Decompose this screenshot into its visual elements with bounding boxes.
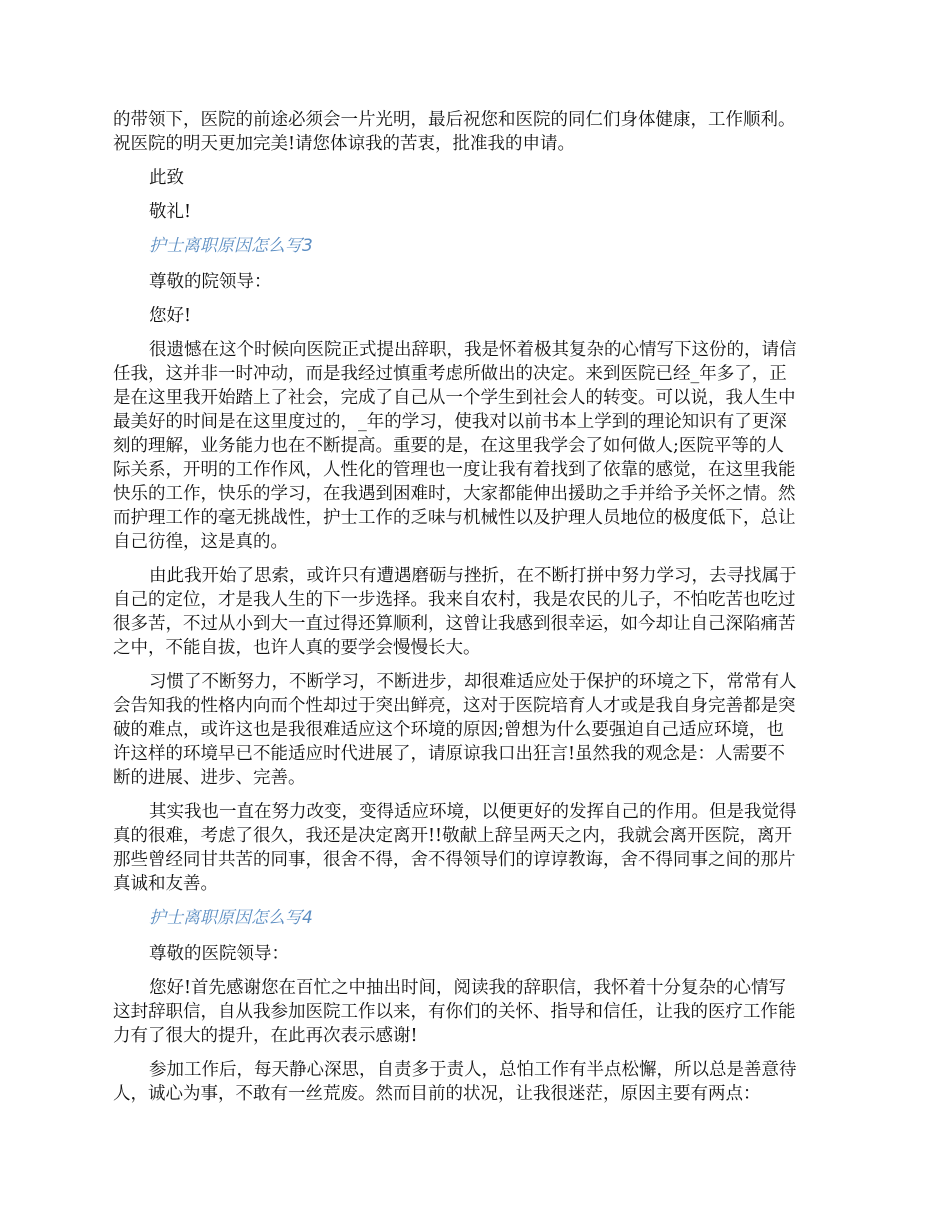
text-line: 很多苦，不过从小到大一直过得还算顺利，这曾让我感到很幸运，如今却让自己深陷痛苦 <box>113 614 796 634</box>
text-line: 刻的理解，业务能力也在不断提高。重要的是，在这里我学会了如何做人;医院平等的人 <box>113 436 784 456</box>
text-line: 力有了很大的提升，在此再次表示感谢! <box>113 1026 418 1046</box>
text-line: 人，诚心为事，不敢有一丝荒废。然而目前的状况，让我很迷茫，原因主要有两点： <box>113 1084 761 1104</box>
short-line: 此致 <box>149 168 184 188</box>
paragraph <box>113 800 838 896</box>
text-line: 而护理工作的毫无挑战性，护士工作的乏味与机械性以及护理人员地位的极度低下，总让 <box>113 508 796 528</box>
paragraph <box>113 1058 838 1106</box>
text-line: 其实我也一直在努力改变，变得适应环境，以便更好的发挥自己的作用。但是我觉得 <box>149 802 797 822</box>
text-line: 任我，这并非一时冲动，而是我经过慎重考虑所做出的决定。来到医院已经_年多了，正 <box>113 364 787 384</box>
text-line: 很遗憾在这个时候向医院正式提出辞职，我是怀着极其复杂的心情写下这份的，请信 <box>149 340 797 360</box>
text-line: 真的很难，考虑了很久，我还是决定离开!!敬献上辞呈两天之内，我就会离开医院，离开 <box>113 826 793 846</box>
short-line: 尊敬的医院领导： <box>149 944 289 964</box>
text-line: 这封辞职信，自从我参加医院工作以来，有你们的关怀、指导和信任，让我的医疗工作能 <box>113 1002 796 1022</box>
text-line: 许这样的环境早已不能适应时代进展了，请原谅我口出狂言!虽然我的观念是：人需要不 <box>113 744 786 764</box>
paragraph <box>113 670 838 790</box>
text-line: 破的难点，或许这也是我很难适应这个环境的原因;曾想为什么要强迫自己适应环境，也 <box>113 720 784 740</box>
short-line: 尊敬的院领导： <box>149 272 272 292</box>
text-line: 自己的定位，才是我人生的下一步选择。我来自农村，我是农民的儿子，不怕吃苦也吃过 <box>113 590 796 610</box>
paragraph <box>113 338 838 554</box>
text-line: 祝医院的明天更加完美!请您体谅我的苦衷，批准我的申请。 <box>113 134 576 154</box>
text-line: 参加工作后，每天静心深思，自责多于责人，总怕工作有半点松懈，所以总是善意待 <box>149 1060 797 1080</box>
text-line: 真诚和友善。 <box>113 874 218 894</box>
text-line: 自己彷徨，这是真的。 <box>113 532 288 552</box>
text-line: 习惯了不断努力，不断学习，不断进步，却很难适应处于保护的环境之下，常常有人 <box>149 672 797 692</box>
text-line: 际关系，开明的工作作风，人性化的管理也一度让我有着找到了依靠的感觉，在这里我能 <box>113 460 796 480</box>
text-line: 快乐的工作，快乐的学习，在我遇到困难时，大家都能伸出援助之手并给予关怀之情。然 <box>113 484 796 504</box>
short-line: 您好! <box>149 306 192 326</box>
text-line: 您好!首先感谢您在百忙之中抽出时间，阅读我的辞职信，我怀着十分复杂的心情写 <box>149 978 787 998</box>
text-line: 最美好的时间是在这里度过的，_年的学习，使我对以前书本上学到的理论知识有了更深 <box>113 412 787 432</box>
paragraph <box>113 108 838 156</box>
text-line: 由此我开始了思索，或许只有遭遇磨砺与挫折，在不断打拼中努力学习，去寻找属于 <box>149 566 797 586</box>
paragraph <box>113 976 838 1048</box>
section-heading: 护士离职原因怎么写4 <box>149 908 313 928</box>
text-line: 之中，不能自拔，也许人真的要学会慢慢长大。 <box>113 638 481 658</box>
short-line: 敬礼! <box>149 202 192 222</box>
text-line: 断的进展、进步、完善。 <box>113 768 306 788</box>
document-page <box>113 108 838 1116</box>
text-line: 那些曾经同甘共苦的同事，很舍不得，舍不得领导们的谆谆教诲，舍不得同事之间的那片 <box>113 850 796 870</box>
section-heading: 护士离职原因怎么写3 <box>149 236 313 256</box>
text-line: 的带领下，医院的前途必须会一片光明，最后祝您和医院的同仁们身体健康，工作顺利。 <box>113 110 796 130</box>
paragraph <box>113 564 838 660</box>
text-line: 是在这里我开始踏上了社会，完成了自己从一个学生到社会人的转变。可以说，我人生中 <box>113 388 796 408</box>
text-line: 会告知我的性格内向而个性却过于突出鲜亮，这对于医院培育人才或是我自身完善都是突 <box>113 696 796 716</box>
